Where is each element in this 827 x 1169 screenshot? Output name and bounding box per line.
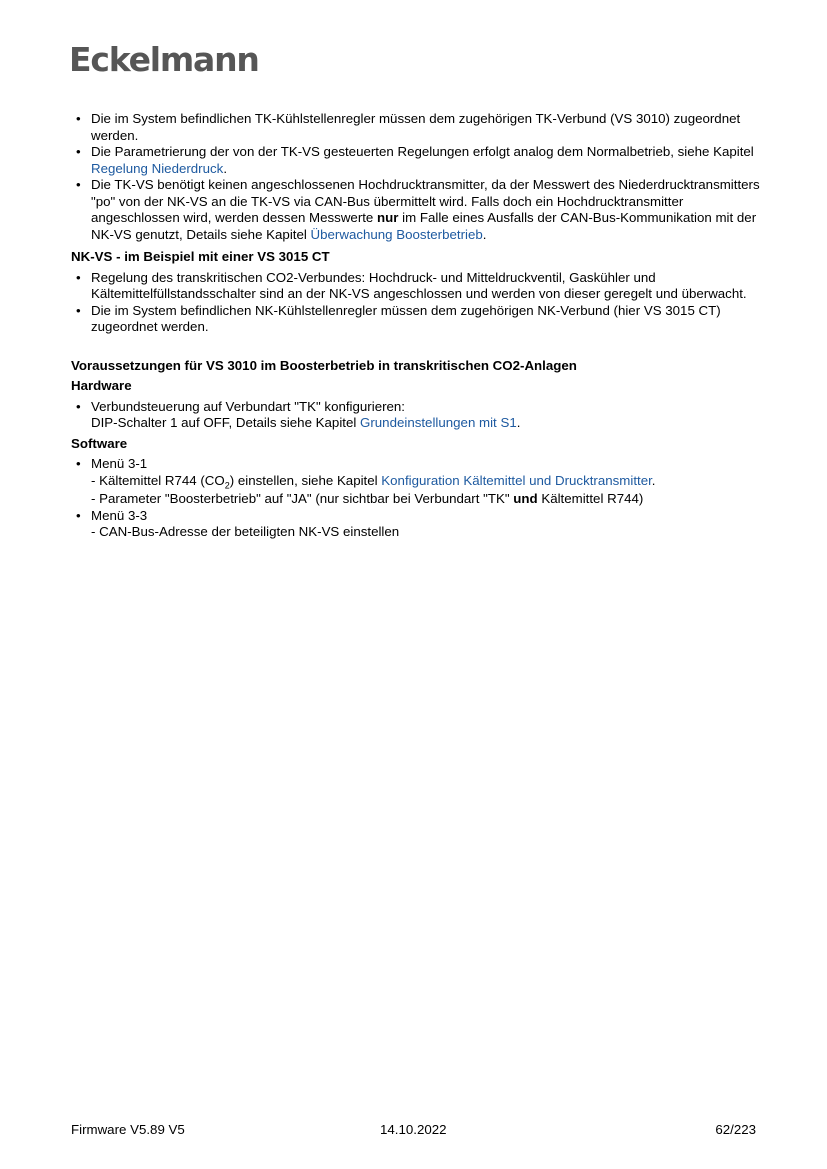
menu-3-3-canbus: - CAN-Bus-Adresse der beteiligten NK-VS einstellen	[91, 524, 400, 539]
menu-3-1-booster-param: - Parameter "Boosterbetrieb" auf "JA" (nur sichtbar bei Verbundart "TK" und Kältemittel R744)	[91, 491, 644, 506]
link-grundeinstellungen-s1[interactable]: Grundeinstellungen mit S1	[360, 415, 517, 430]
hardware-list	[71, 399, 761, 432]
software-heading: Software	[71, 435, 128, 451]
menu-3-1-refrigerant: - Kältemittel R744 $(CO_2)$ einstellen, siehe Kapitel Konfiguration Kältemittel und Drucktransmitter.	[91, 472, 656, 491]
list-item: • Die im System befindlichen TK-Kühlstellenregler müssen dem zugehörigen TK-Verbund (VS 3010) zugeordnet werden.	[71, 111, 761, 144]
list-item: • Die im System befindlichen NK-Kühlstellenregler müssen dem zugehörigen NK-Verbund (hier VS 3015 CT) zugeordnet werden.	[71, 303, 761, 336]
list-item	[71, 508, 761, 541]
voraussetzungen-heading: Voraussetzungen für VS 3010 im Boosterbetrieb in transkritischen CO2-Anlagen	[71, 357, 577, 373]
list-item	[71, 456, 761, 508]
menu-3-3-label: • Menü 3-3	[91, 507, 148, 523]
tk-bullet-list	[71, 111, 761, 243]
nk-bullet-list	[71, 270, 761, 336]
menu-3-1-label: • Menü 3-1	[91, 456, 148, 471]
hardware-heading: Hardware	[71, 378, 132, 393]
link-konfiguration-kaeltemittel[interactable]: Konfiguration Kältemittel und Drucktransmitter	[381, 472, 652, 488]
footer-firmware: Firmware V5.89 V5	[71, 1122, 185, 1137]
nk-vs-heading: NK-VS - im Beispiel mit einer VS 3015 CT	[71, 249, 330, 264]
footer-page-number: 62/223	[715, 1122, 756, 1137]
link-regelung-niederdruck[interactable]: Regelung Niederdruck	[91, 160, 224, 176]
footer-date: 14.10.2022	[380, 1122, 447, 1137]
list-item: • Die Parametrierung der von der TK-VS gesteuerten Regelungen erfolgt analog dem Normalbetrieb, siehe Kapitel Regelung Niederdruck.	[71, 144, 761, 177]
link-ueberwachung-boosterbetrieb[interactable]: Überwachung Boosterbetrieb	[310, 226, 483, 242]
software-list	[71, 456, 761, 541]
list-item: • Die TK-VS benötigt keinen angeschlossenen Hochdrucktransmitter, da der Messwert des Niederdrucktransmitters "po" von der NK-VS an die TK-VS via CAN-Bus übermittelt wird. Falls doch ein Hochdrucktransmitter angeschlossen wird, werden dessen Messwerte nur im Falle eines Ausfalls der CAN-Bus-Kommunikation mit der NK-VS genutzt, Details siehe Kapitel Überwachung Boosterbetrieb.	[71, 177, 761, 243]
eckelmann-logo: Eckelmann	[69, 40, 259, 79]
list-item: • Verbundsteuerung auf Verbundart "TK" konfigurieren: DIP-Schalter 1 auf OFF, Details siehe Kapitel Grundeinstellungen mit S1.	[71, 399, 761, 432]
page-content	[71, 111, 761, 541]
list-item: • Regelung des transkritischen CO2-Verbundes: Hochdruck- und Mitteldruckventil, Gaskühler und Kältemittelfüllstandsschalter sind an der NK-VS angeschlossen und werden von dieser geregelt und überwacht.	[71, 270, 761, 303]
